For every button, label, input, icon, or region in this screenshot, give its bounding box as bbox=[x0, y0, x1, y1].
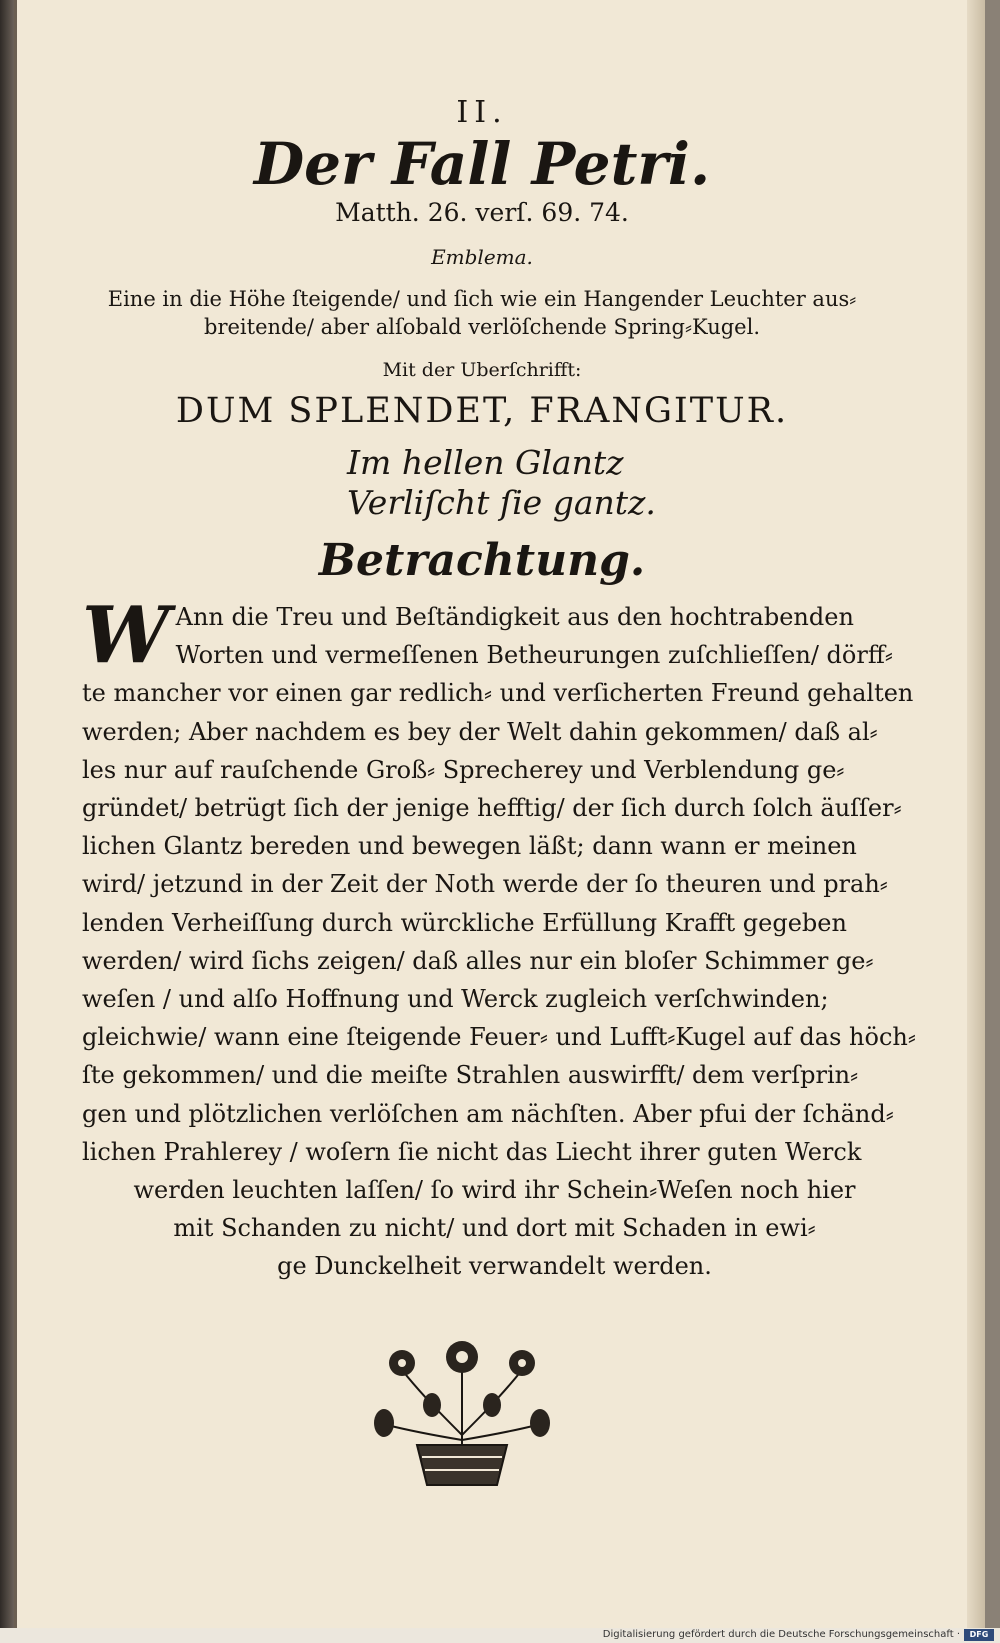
verse-line: Im hellen Glantz bbox=[347, 443, 624, 482]
body-line: werden/ wird ſichs zeigen/ daß alles nur ein bloſer Schimmer ge⸗ bbox=[82, 946, 874, 975]
body-line: ge Dunckelheit verwandelt werden. bbox=[277, 1252, 712, 1281]
body-line: te mancher vor einen gar redlich⸗ und verſicherten Freund gehalten bbox=[82, 679, 914, 708]
body-line: weſen / und alſo Hoffnung und Werck zugleich verſchwinden; bbox=[82, 985, 829, 1014]
scripture-reference: Matth. 26. verſ. 69. 74. bbox=[335, 198, 629, 227]
dfg-credit: Digitalisierung gefördert durch die Deutsche Forschungsgemeinschaft · bbox=[602, 1629, 960, 1640]
drop-cap: W bbox=[82, 590, 170, 681]
body-line: les nur auf rauſchende Groß⸗ Sprecherey und Verblendung ge⸗ bbox=[82, 755, 845, 784]
body-line: wird/ jetzund in der Zeit der Noth werde der ſo theuren und prah⸗ bbox=[82, 870, 888, 899]
body-line: gen und plötzlichen verlöſchen am nächſten. Aber pfui der ſchänd⸗ bbox=[82, 1099, 894, 1128]
dfg-logo: DFG bbox=[964, 1629, 994, 1641]
body-line: mit Schanden zu nicht/ und dort mit Schaden in ewi⸗ bbox=[173, 1214, 816, 1243]
body-line: gleichwie/ wann eine ſteigende Feuer⸗ und Lufft⸗Kugel auf das höch⸗ bbox=[82, 1023, 916, 1052]
chapter-number: II. bbox=[456, 95, 508, 130]
body-line: Ann die Treu und Beſtändigkeit aus den hochtrabenden bbox=[175, 603, 854, 631]
body-line: gründet/ betrügt ſich der jenige hefftig/ der ſich durch ſolch äuſſer⸗ bbox=[82, 794, 902, 823]
page-content bbox=[57, 95, 916, 1286]
body-line: Worten und vermeſſenen Betheurungen zuſchlieſſen/ dörff⸗ bbox=[175, 641, 893, 670]
body-line: werden leuchten laſſen/ ſo wird ihr Schein⸗Weſen noch hier bbox=[133, 1176, 856, 1205]
body-line: werden; Aber nachdem es bey der Welt dahin gekommen/ daß al⸗ bbox=[82, 717, 878, 746]
emblema-description: Eine in die Höhe ſteigende/ und ſich wie ein Hangender Leuchter aus⸗ breitende/ aber alſobald verlöſchende Spring⸗Kugel. bbox=[107, 287, 857, 339]
body-line: lenden Verheiſſung durch würckliche Erfüllung Krafft gegeben bbox=[82, 908, 847, 937]
book-page bbox=[14, 0, 985, 1628]
verse-line: Verliſcht ſie gantz. bbox=[347, 483, 656, 522]
latin-motto: DUM SPLENDET, FRANGITUR. bbox=[175, 391, 789, 431]
page-title: Der Fall Petri. bbox=[253, 130, 711, 198]
body-line: ſte gekommen/ und die meiſte Strahlen auswirfft/ dem verſprin⸗ bbox=[82, 1061, 859, 1090]
body-text bbox=[57, 590, 916, 1286]
emblema-label: Emblema. bbox=[431, 245, 533, 269]
book-spine-shadow bbox=[0, 0, 14, 1643]
body-line: lichen Prahlerey / woſern ſie nicht das Liecht ihrer guten Werck bbox=[82, 1137, 862, 1166]
inscription-label: Mit der Uberſchrifft: bbox=[382, 359, 582, 381]
flower-basket-ornament bbox=[362, 1325, 562, 1495]
body-line: lichen Glantz bereden und bewegen läßt; dann wann er meinen bbox=[82, 832, 857, 861]
german-verse bbox=[57, 443, 907, 523]
page-edge bbox=[967, 0, 985, 1628]
digitization-footer bbox=[0, 1628, 1000, 1643]
section-heading: Betrachtung. bbox=[318, 535, 646, 586]
